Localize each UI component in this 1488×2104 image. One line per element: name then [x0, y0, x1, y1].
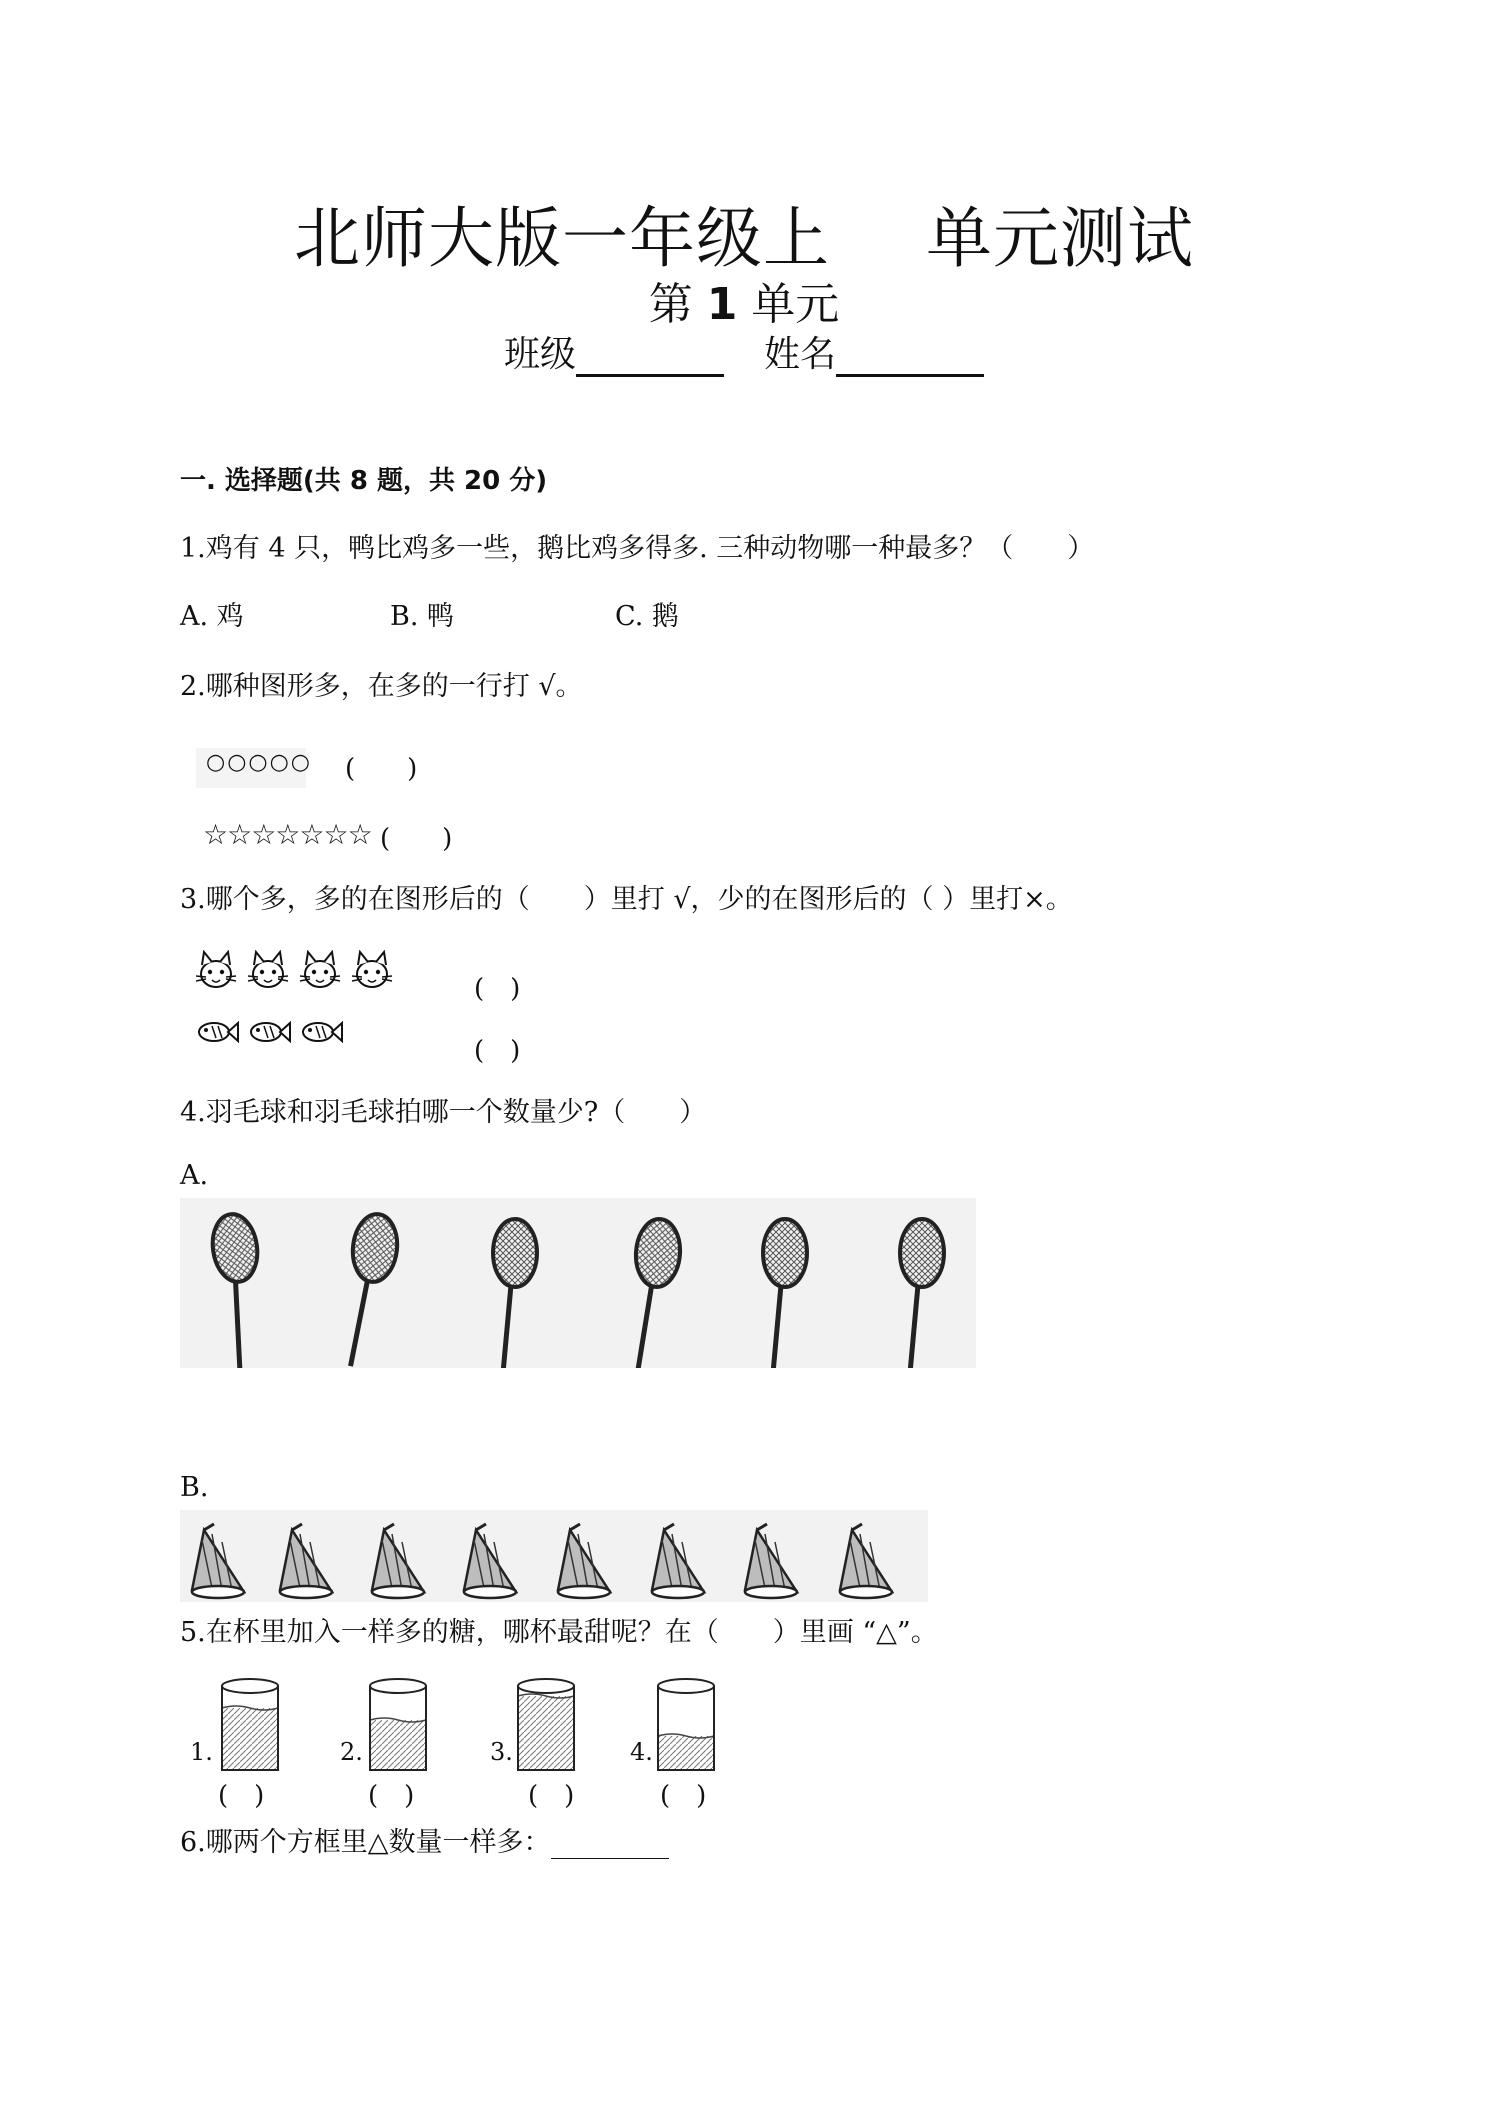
name-field[interactable] [836, 340, 984, 377]
cup-icon [222, 1679, 278, 1770]
page-subtitle [0, 268, 1488, 332]
q2-row1-answer[interactable]: ( ) [345, 754, 418, 784]
question-2: 2.哪种图形多，在多的一行打 √。 [180, 671, 583, 702]
title-right: 单元测试 [926, 200, 1194, 277]
cup-1-answer[interactable]: ( ) [218, 1781, 265, 1811]
cat-icon [300, 952, 340, 987]
question-5: 5.在杯里加入一样多的糖，哪杯最甜呢？在（ ）里画 “△”。 [180, 1617, 938, 1648]
question-6 [180, 1820, 669, 1859]
cup-2-answer[interactable]: ( ) [368, 1781, 415, 1811]
fish-icon [303, 1023, 342, 1041]
q4-option-b-label[interactable]: B. [180, 1472, 209, 1503]
cup-1-label: 1. [190, 1738, 213, 1766]
q3-animals-figure [196, 950, 446, 1060]
class-label: 班级 [503, 334, 576, 375]
q3-fish-answer[interactable]: ( ) [474, 1036, 521, 1066]
page-title [0, 185, 1488, 280]
q1-option-a[interactable]: A. 鸡 [180, 601, 244, 632]
q2-circles: ○○○○○ [206, 750, 312, 775]
q2-row2-answer[interactable]: ( ) [380, 824, 453, 854]
q3-cats-answer[interactable]: ( ) [474, 974, 521, 1004]
name-label: 姓名 [764, 334, 837, 375]
subtitle-suffix: 单元 [751, 279, 840, 330]
class-field[interactable] [576, 340, 724, 377]
cup-3-label: 3. [490, 1738, 513, 1766]
question-1: 1.鸡有 4 只，鸭比鸡多一些，鹅比鸡多得多. 三种动物哪一种最多？（ ） [180, 533, 1095, 564]
fish-icon [199, 1023, 238, 1041]
q4-option-a-label[interactable]: A. [180, 1160, 209, 1191]
q6-answer-field[interactable] [551, 1828, 669, 1859]
section-heading: 一. 选择题(共 8 题，共 20 分) [180, 466, 548, 496]
fish-icon [251, 1023, 290, 1041]
cat-icon [248, 952, 288, 987]
question-3: 3.哪个多，多的在图形后的（ ）里打 √，少的在图形后的（ ）里打×。 [180, 884, 1073, 915]
cup-2-label: 2. [340, 1738, 363, 1766]
subtitle-number: 1 [706, 279, 738, 330]
cup-icon [370, 1679, 426, 1770]
cup-3-answer[interactable]: ( ) [528, 1781, 575, 1811]
cup-4-label: 4. [630, 1738, 653, 1766]
cat-icon [352, 952, 392, 987]
q4-rackets-figure [180, 1198, 976, 1368]
cup-4-answer[interactable]: ( ) [660, 1781, 707, 1811]
q5-cups-figure [186, 1678, 746, 1778]
student-info [0, 326, 1488, 377]
cup-icon [658, 1679, 714, 1770]
title-left: 北师大版一年级上 [294, 200, 830, 277]
question-6-text: 6.哪两个方框里△数量一样多： [180, 1827, 551, 1858]
subtitle-prefix: 第 [648, 279, 693, 330]
q4-shuttlecocks-figure [180, 1510, 928, 1602]
q1-option-c[interactable]: C. 鹅 [615, 601, 679, 632]
cat-icon [196, 952, 236, 987]
q1-option-b[interactable]: B. 鸭 [390, 601, 455, 632]
question-4: 4.羽毛球和羽毛球拍哪一个数量少?（ ） [180, 1097, 707, 1128]
q2-stars: ☆☆☆☆☆☆☆ [203, 818, 372, 851]
cup-icon [518, 1679, 574, 1770]
